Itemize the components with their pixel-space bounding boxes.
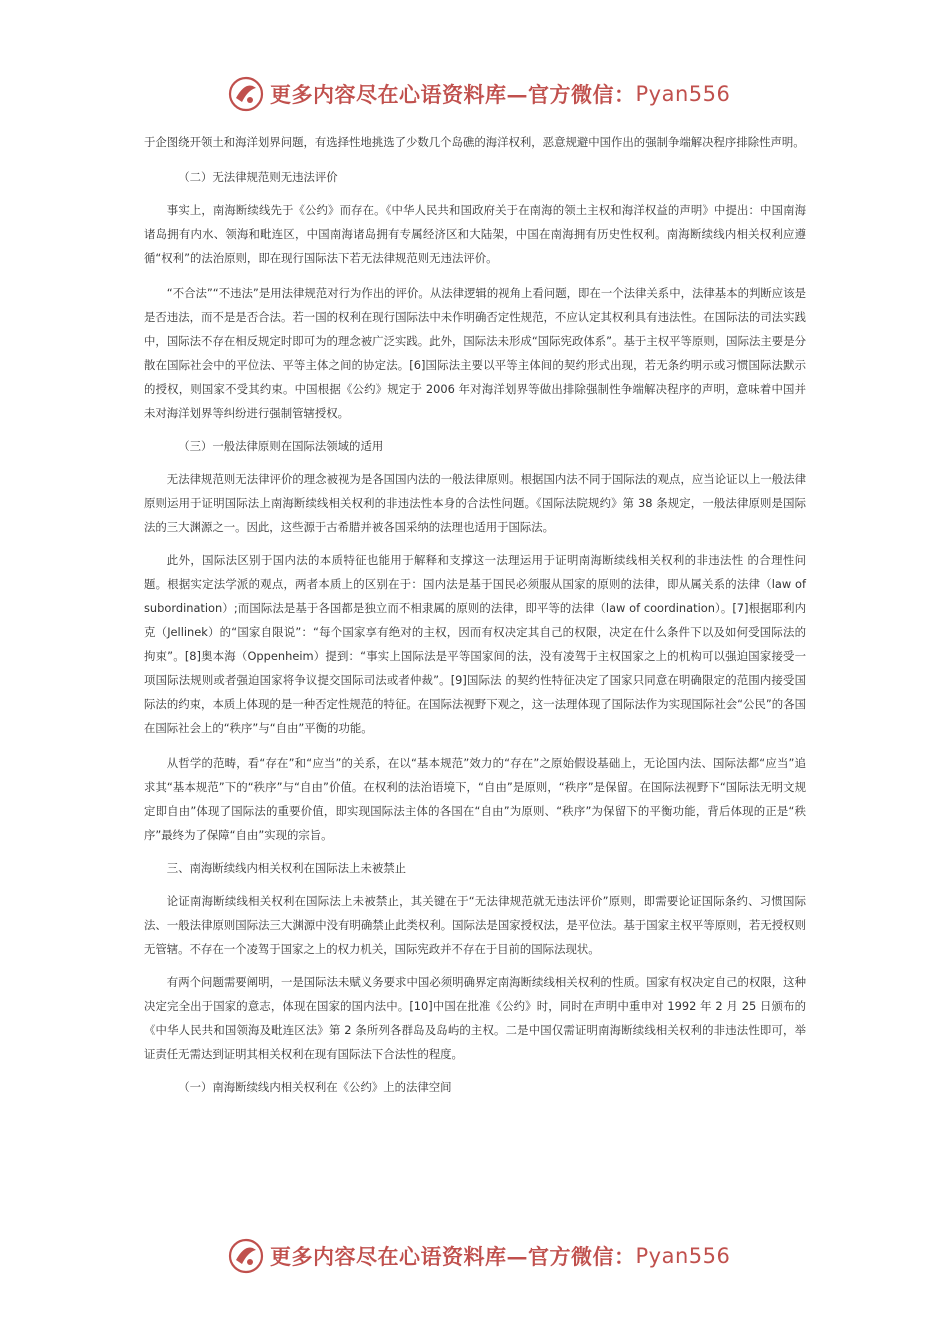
section-heading: （二）无法律规范则无违法评价 bbox=[178, 170, 338, 184]
document-body bbox=[144, 130, 806, 1099]
paragraph-continuation: 于企图绕开领土和海洋划界问题，有选择性地挑选了少数几个岛礁的海洋权利，恶意规避中国作出的强制争端解决程序排除性声明。 bbox=[144, 135, 805, 149]
footer-watermark-banner bbox=[228, 1236, 748, 1276]
body-paragraph: 无法律规范则无法律评价的理念被视为是各国国内法的一般法律原则。根据国内法不同于国际法的观点，应当论证以上一般法律原则运用于证明国际法上南海断续线相关权利的非违法性本身的合法性问题。《国际法院规约》第 38 条规定，一般法律原则是国际法的三大渊源之一。因此，这些源于古希腊并被各国采纳的法理也适用于国际法。 bbox=[144, 472, 806, 534]
section-heading: （三）一般法律原则在国际法领域的适用 bbox=[178, 439, 384, 453]
body-paragraph: 论证南海断续线相关权利在国际法上未被禁止，其关键在于“无法律规范就无违法评价”原则，即需要论证国际条约、习惯国际法、一般法律原则国际法三大渊源中没有明确禁止此类权利。国际法是国家授权法，是平位法。基于国家主权平等原则，若无授权则无管辖。不存在一个凌驾于国家之上的权力机关，国际宪政并不存在于目前的国际法现状。 bbox=[144, 894, 806, 956]
watermark-text: 更多内容尽在心语资料库—官方微信： bbox=[270, 1244, 636, 1269]
body-paragraph: “不合法”“不违法”是用法律规范对行为作出的评价。从法律逻辑的视角上看问题，即在一个法律关系中，法律基本的判断应该是是否违法，而不是是否合法。若一国的权利在现行国际法中未作明确否定性规范，不应认定其权利具有违法性。在国际法的司法实践中，国际法不存在相反规定时即可为的理念被广泛实践。此外，国际法未形成“国际宪政体系”。基于主权平等原则，国际法主要是分散在国际社会中的平位法、平等主体之间的协定法。[6]国际法主要以平等主体间的契约形式出现，若无条约明示或习惯国际法默示的授权，则国家不受其约束。中国根据《公约》规定于 2006 年对海洋划界等做出排除强制性争端解决程序的声明，意味着中国并未对海洋划界等纠纷进行强制管辖授权。 bbox=[144, 286, 806, 420]
watermark-text: 更多内容尽在心语资料库—官方微信： bbox=[270, 82, 636, 107]
section-heading: （一）南海断续线内相关权利在《公约》上的法律空间 bbox=[178, 1080, 452, 1094]
wechat-id: Pyan556 bbox=[635, 82, 731, 106]
header-watermark-banner bbox=[228, 74, 748, 114]
wechat-id: Pyan556 bbox=[635, 1244, 731, 1268]
body-paragraph: 从哲学的范畴，看“存在”和“应当”的关系，在以“基本规范”效力的“存在”之原始假设基础上，无论国内法、国际法都“应当”追求其“基本规范”下的“秩序”与“自由”价值。在权利的法治语境下，“自由”是原则，“秩序”是保留。在国际法视野下“国际法无明文规定即自由”体现了国际法的重要价值，即实现国际法主体的各国在“自由”为原则、“秩序”为保留下的平衡功能，背后体现的正是“秩序”最终为了保障“自由”实现的宗旨。 bbox=[144, 756, 806, 842]
brand-logo-icon bbox=[228, 76, 264, 112]
body-paragraph: 有两个问题需要阐明，一是国际法未赋义务要求中国必须明确界定南海断续线相关权利的性质。国家有权决定自己的权限，这种决定完全出于国家的意志，体现在国家的国内法中。[10]中国在批准《公约》时，同时在声明中重申对 1992 年 2 月 25 日颁布的《中华人民共和国领海及毗连区法》第 2 条所列各群岛及岛屿的主权。二是中国仅需证明南海断续线相关权利的非违法性即可，举证责任无需达到证明其相关权利在现有国际法下合法性的程度。 bbox=[144, 975, 806, 1061]
brand-logo-icon bbox=[228, 1238, 264, 1274]
section-heading: 三、南海断续线内相关权利在国际法上未被禁止 bbox=[166, 861, 407, 875]
body-paragraph: 此外，国际法区别于国内法的本质特征也能用于解释和支撑这一法理运用于证明南海断续线相关权利的非违法性 的合理性问题。根据实定法学派的观点，两者本质上的区别在于：国内法是基于国民必须服从国家的原则的法律，即从属关系的法律（law of subordination）;而国际法是基于各国都是独立而不相隶属的原则的法律，即平等的法律（law of coordination）。[7]根据耶利内克（Jellinek）的“国家自限说”：“每个国家享有绝对的主权，因而有权决定其自己的权限，决定在什么条件下以及如何受国际法的拘束”。[8]奥本海（Oppenheim）提到：“事实上国际法是平等国家间的法，没有凌驾于主权国家之上的机构可以强迫国家接受一项国际法规则或者强迫国家将争议提交国际司法或者仲裁”。[9]国际法 的契约性特征决定了国家只同意在明确限定的范围内接受国际法的约束，本质上体现的是一种否定性规范的特征。在国际法视野下观之，这一法理体现了国际法作为实现国际社会“公民”的各国在国际社会上的“秩序”与“自由”平衡的功能。 bbox=[144, 553, 806, 735]
body-paragraph: 事实上，南海断续线先于《公约》而存在。《中华人民共和国政府关于在南海的领土主权和海洋权益的声明》中提出：中国南海诸岛拥有内水、领海和毗连区，中国南海诸岛拥有专属经济区和大陆架，中国在南海拥有历史性权利。南海断续线内相关权利应遵循“权利”的法治原则，即在现行国际法下若无法律规范则无违法评价。 bbox=[144, 203, 806, 265]
